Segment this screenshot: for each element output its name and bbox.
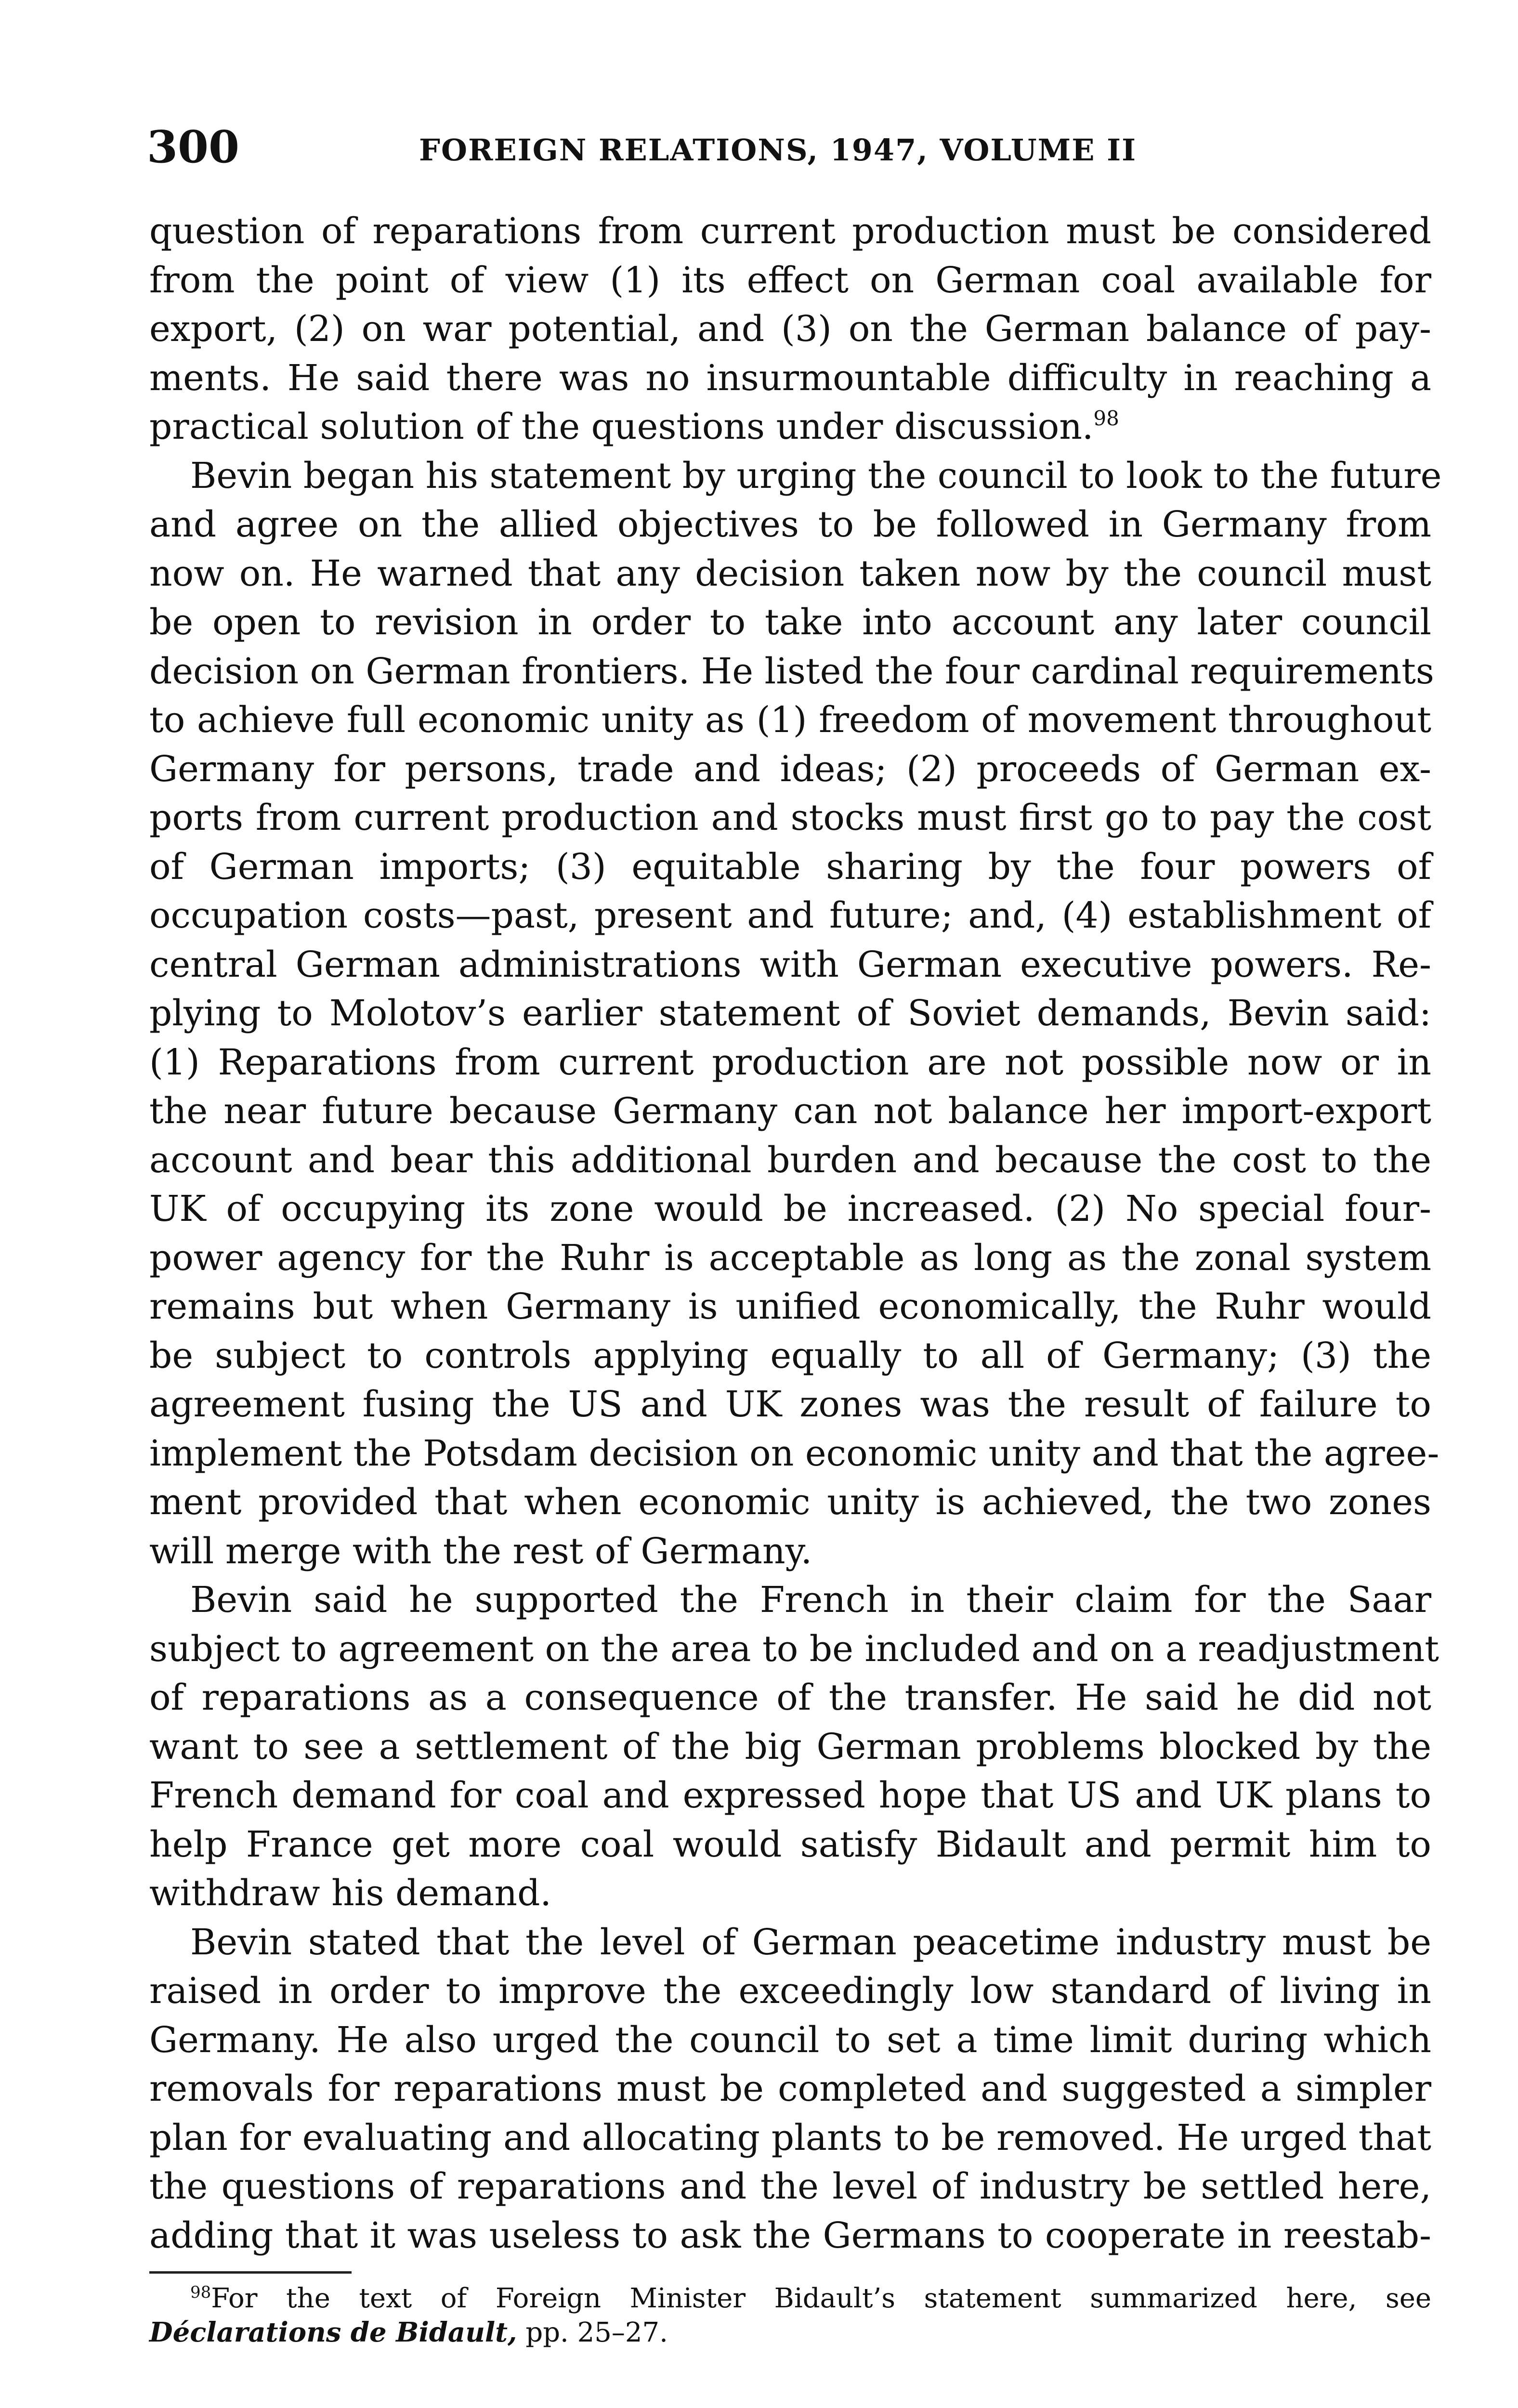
body-text [149, 207, 1442, 2260]
text-line: subject to agreement on the area to be included and on a readjustment [149, 1628, 1439, 1670]
text-line: help France get more coal would satisfy Bidault and permit him to [149, 1823, 1431, 1865]
footnote-source-title: Déclarations de Bidault, [149, 2316, 517, 2348]
text-line: will merge with the rest of Germany. [149, 1530, 812, 1572]
text-line: export, (2) on war potential, and (3) on the German balance of pay- [149, 308, 1431, 350]
paragraph-start-line: Bevin said he supported the French in their claim for the Saar [190, 1579, 1431, 1621]
footnote [149, 2282, 1431, 2349]
text-line: of German imports; (3) equitable sharing by the four powers of [149, 846, 1431, 888]
text-line: (1) Reparations from current production are not possible now or in [149, 1041, 1431, 1083]
text-line: now on. He warned that any decision taken now by the council must [149, 552, 1431, 594]
text-line: adding that it was useless to ask the Germans to cooperate in reestab- [149, 2214, 1431, 2256]
running-head: FOREIGN RELATIONS, 1947, VOLUME II [419, 132, 1137, 168]
text-line: be open to revision in order to take into account any later council [149, 602, 1431, 643]
text-line: and agree on the allied objectives to be followed in Germany from [149, 504, 1431, 545]
footnote-pages: pp. 25–27. [517, 2317, 668, 2348]
footnote-divider [149, 2271, 352, 2274]
text-line: from the point of view (1) its effect on German coal available for [149, 259, 1431, 301]
text-line: central German administrations with German executive powers. Re- [149, 943, 1431, 985]
text-line: the near future because Germany can not balance her import-export [149, 1090, 1431, 1132]
text-line: question of reparations from current production must be considered [149, 210, 1431, 252]
footnote-text: For the text of Foreign Minister Bidault’s statement summarized here, see [211, 2283, 1431, 2314]
text-line: agreement fusing the US and UK zones was the result of failure to [149, 1384, 1431, 1425]
footnote-mark: 98 [190, 2283, 211, 2302]
text-line: removals for reparations must be completed and suggested a simpler [149, 2068, 1431, 2109]
text-line: want to see a settlement of the big German problems blocked by the [149, 1726, 1431, 1767]
text-line: to achieve full economic unity as (1) freedom of movement throughout [149, 699, 1431, 741]
text-line [149, 403, 1431, 452]
page-number: 300 [147, 121, 240, 173]
text-line: raised in order to improve the exceedingly low standard of living in [149, 1970, 1431, 2012]
text-line: ment provided that when economic unity is achieved, the two zones [149, 1481, 1431, 1523]
text-line: the questions of reparations and the level of industry be settled here, [149, 2166, 1431, 2207]
text-line: power agency for the Ruhr is acceptable as long as the zonal system [149, 1237, 1431, 1279]
footnote-line [149, 2316, 1431, 2349]
footnote-reference: 98 [1093, 406, 1119, 430]
footnote-line [149, 2282, 1431, 2316]
paragraph-start-line: Bevin began his statement by urging the council to look to the future [190, 455, 1442, 497]
text-line: plan for evaluating and allocating plants to be removed. He urged that [149, 2117, 1431, 2159]
text-line: occupation costs—past, present and future; and, (4) establishment of [149, 895, 1431, 936]
text-line: ments. He said there was no insurmountable difficulty in reaching a [149, 357, 1431, 399]
text-line: remains but when Germany is unified economically, the Ruhr would [149, 1286, 1431, 1327]
text-line: be subject to controls applying equally to all of Germany; (3) the [149, 1335, 1431, 1376]
text-line: of reparations as a consequence of the transfer. He said he did not [149, 1677, 1431, 1718]
text-line: Germany for persons, trade and ideas; (2) proceeds of German ex- [149, 748, 1431, 790]
text-line: withdraw his demand. [149, 1872, 551, 1914]
text-line: ports from current production and stocks must first go to pay the cost [149, 797, 1431, 838]
text-line: implement the Potsdam decision on economic unity and that the agree- [149, 1432, 1439, 1474]
text-line: plying to Molotov’s earlier statement of Soviet demands, Bevin said: [149, 993, 1431, 1034]
text-line: account and bear this additional burden and because the cost to the [149, 1139, 1431, 1181]
page-header [147, 120, 1447, 173]
paragraph-start-line: Bevin stated that the level of German peacetime industry must be [190, 1921, 1431, 1963]
text-line: decision on German frontiers. He listed the four cardinal requirements [149, 650, 1434, 692]
text-line: UK of occupying its zone would be increased. (2) No special four- [149, 1188, 1431, 1230]
text-line-content: practical solution of the questions under discussion. [149, 406, 1094, 447]
text-line: Germany. He also urged the council to set a time limit during which [149, 2019, 1431, 2061]
text-line: French demand for coal and expressed hope that US and UK plans to [149, 1775, 1431, 1816]
